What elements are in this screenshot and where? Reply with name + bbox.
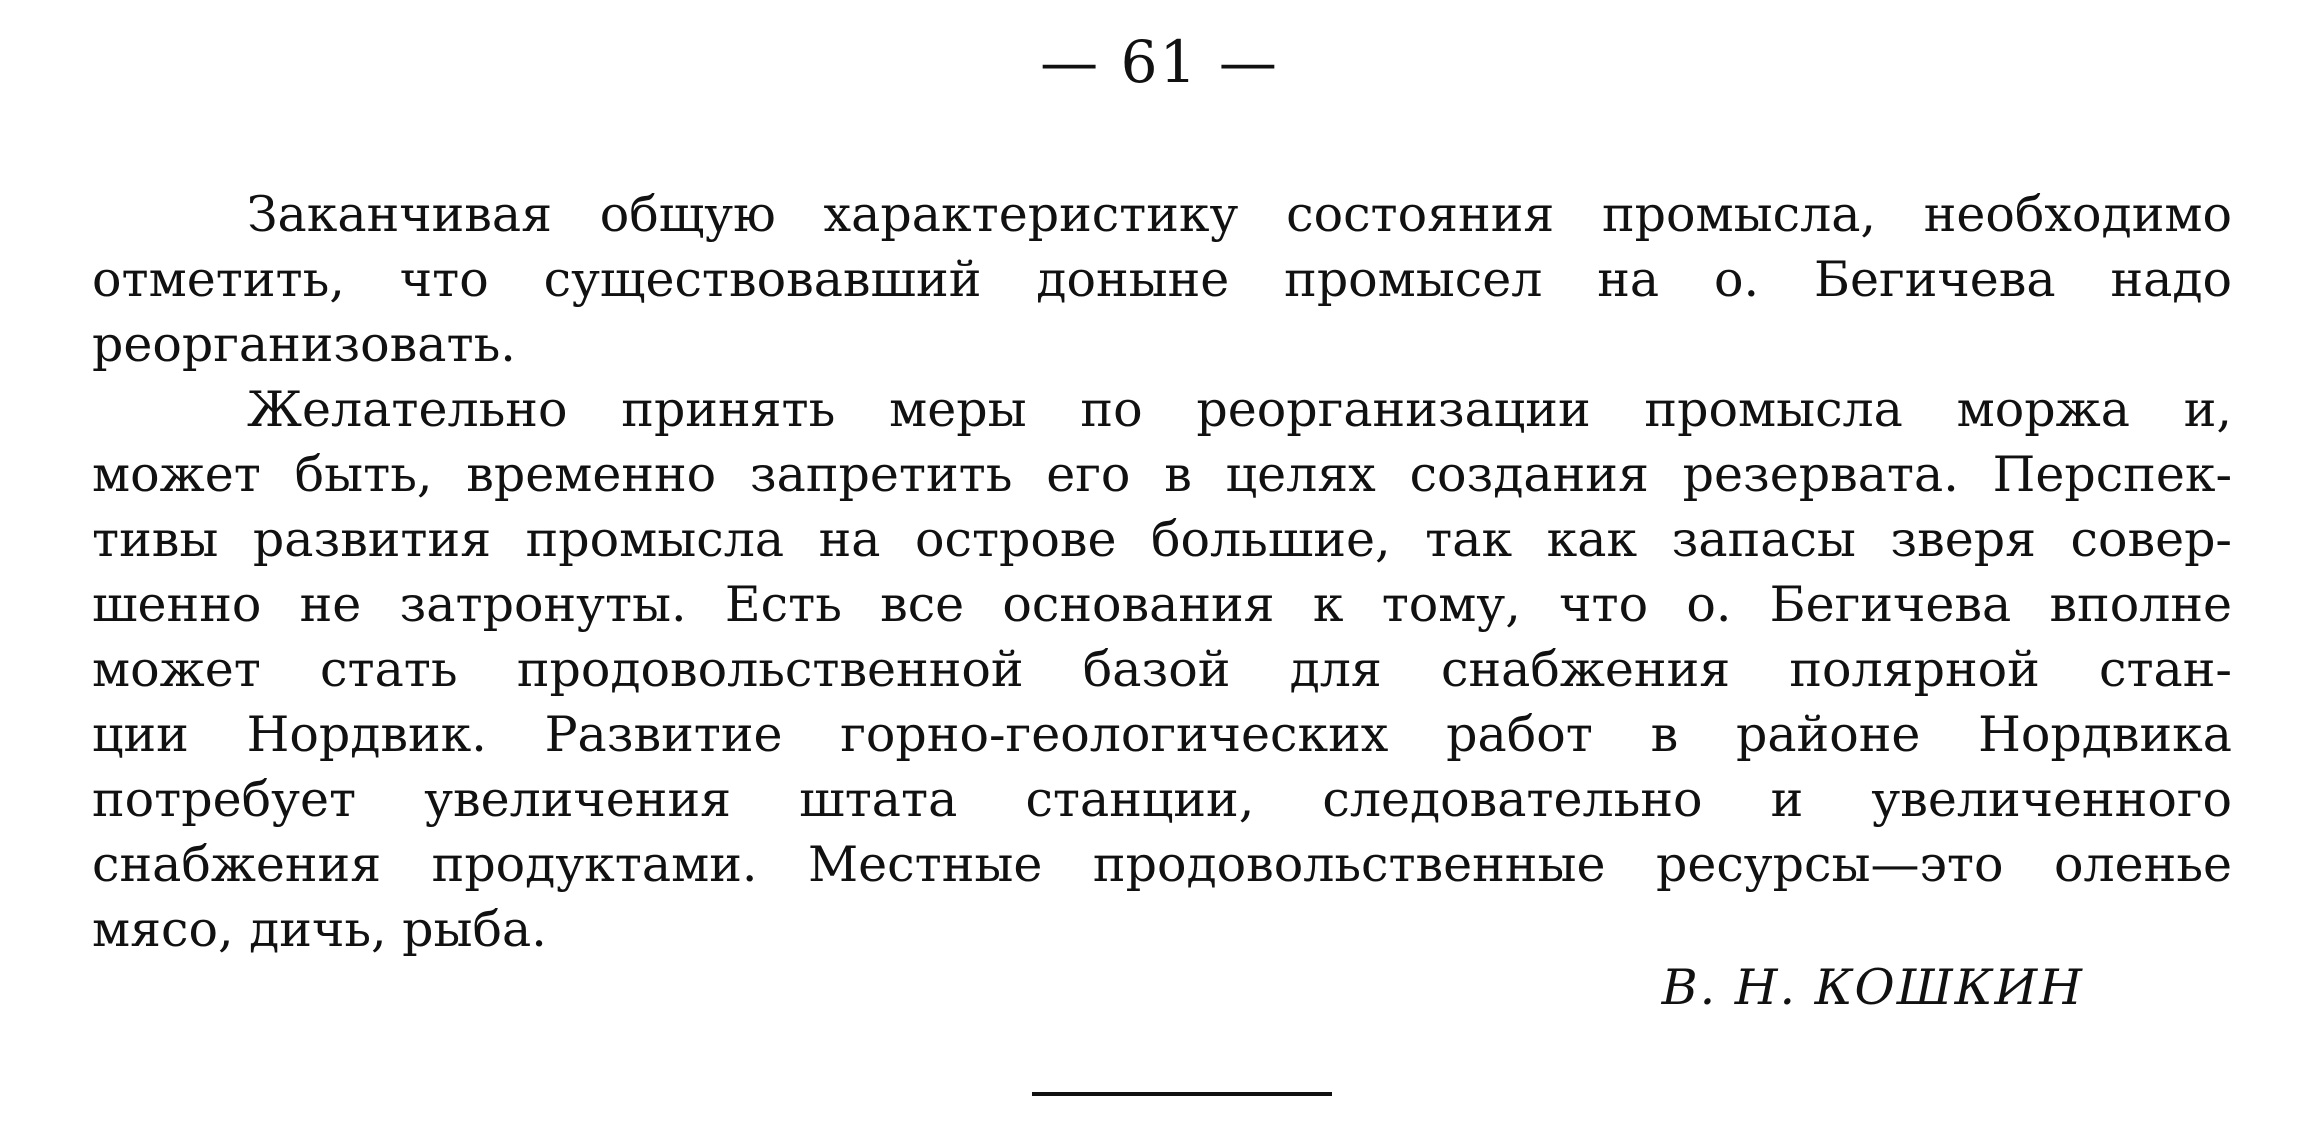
page-number: — 61 — [1040,28,1279,96]
text-line: может быть, временно запретить его в целях создания резервата. Перспек- [92,446,2232,503]
text-line: потребует увеличения штата станции, следовательно и увеличенного [92,771,2232,828]
paragraph-1 [92,182,2232,377]
paragraph-2 [92,377,2232,962]
text-line: мясо, дичь, рыба. [92,901,547,958]
author-signature: В. Н. КОШКИН [1661,959,2084,1016]
text-line: отметить, что существовавший доныне промысел на о. Бегичева надо [92,251,2232,308]
end-rule-divider [1032,1092,1332,1096]
text-line: шенно не затронуты. Есть все основания к тому, что о. Бегичева вполне [92,576,2232,633]
text-line: Желательно принять меры по реорганизации промысла моржа и, [247,381,2232,438]
text-line: тивы развития промысла на острове большие, так как запасы зверя совер- [92,511,2232,568]
text-line: может стать продовольственной базой для снабжения полярной стан- [92,641,2232,698]
text-line: реорганизовать. [92,316,516,373]
text-line: снабжения продуктами. Местные продовольственные ресурсы—это оленье [92,836,2232,893]
text-line: ции Нордвик. Развитие горно-геологических работ в районе Нордвика [92,706,2232,763]
text-line: Заканчивая общую характеристику состояния промысла, необходимо [247,186,2232,243]
body-text [92,182,2232,962]
